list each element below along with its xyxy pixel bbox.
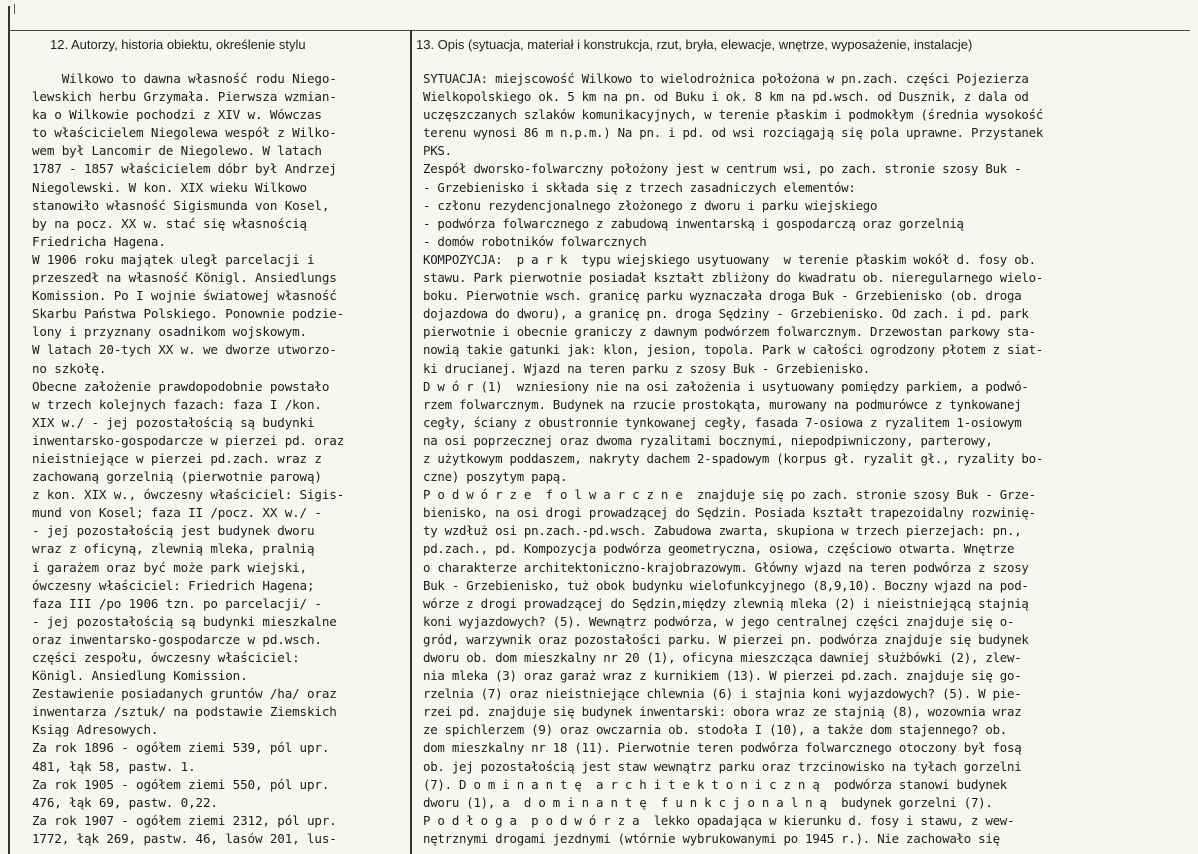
description-text-line: ze spichlerzem (9) oraz owczarnia ob. stodoła I (10), a także dom stajennego? ob. [423,722,1007,738]
description-text-line: - członu rezydencjonalnego złożonego z dworu i parku wiejskiego [423,197,878,213]
description-text-line: o charakterze architektoniczno-krajobrazowym. Główny wjazd na teren podwórza z szosy [423,559,1029,575]
description-text-line: terenu wynosi 86 m n.p.m.) Na pn. i pd. od wsi rozciągają się pola uprawne. Przystanek [423,125,1044,141]
description-text-line: nia mleka (3) oraz garaż wraz z kurnikiem (13). W pierzei pd.zach. znajduje się go- [423,668,1022,684]
history-text-line: W 1906 roku majątek uległ parcelacji i [32,251,315,267]
history-text-line: 1787 - 1857 właścicielem dóbr był Andrzej [32,161,337,177]
history-text-line: części zespołu, ówczesny właściciel: [32,650,300,665]
description-text-line: ty wzdłuż osi pn.zach.-pd.wsch. Zabudowa zwarta, skupiona w trzech pierzejach: pn., [423,523,1022,539]
history-text-line: wraz z oficyną, zlewnią mleka, pralnią [32,541,315,557]
description-text-line: nętrznymi drogami jezdnymi (wtórnie wybrukowanymi po 1945 r.). Nie zachowało się [423,830,1000,846]
history-text-line: Königl. Ansiedlung Komission. [32,668,248,684]
description-text-line: (7). D o m i n a n t ę a r c h i t e k t o n i c z n ą podwórza stanowi budynek [423,776,1007,792]
description-text-line: czne) poszytym papą. [423,469,568,485]
description-text-line: P o d ł o g a p o d w ó r z a lekko opadająca w kierunku d. fosy i stawu, z wew- [423,812,1015,828]
description-text-line: P o d w ó r z e f o l w a r c z n e znajduje się po zach. stronie szosy Buk - Grze- [423,487,1036,503]
history-text-line: i garażem oraz być może park wiejski, [32,559,307,575]
history-text-line: wem był Lancomir de Niegolewo. W latach [32,143,322,159]
description-text-line: - domów robotników folwarcznych [423,233,647,249]
history-text-line: no szkołę. [32,360,107,376]
description-text-line: bienisko, na osi drogi prowadzącej do Sędzin. Posiada kształt trapezoidalny rozwinię- [423,505,1036,521]
history-text-line: ka o Wilkowie pochodzi z XIV w. Wówczas [32,107,322,123]
history-text-line: stanowiło własność Sigismunda von Kosel, [32,197,330,213]
description-text-line: SYTUACJA: miejscowość Wilkowo to wielodrożnica położona w pn.zach. części Pojezierza [423,71,1029,86]
history-text-line: XIX w./ - jej pozostałością są budynki [32,414,315,430]
description-text-line: D w ó r (1) wzniesiony nie na osi założenia i usytuowany pomiędzy parkiem, a podwó- [423,378,1029,394]
description-text-line: gród, warzywnik oraz pozostałości parku. W pierzei pn. podwórza znajduje się budynek [423,631,1029,647]
history-text-line: to właścicielem Niegolewa wespół z Wilko- [32,125,337,141]
history-text-line: mund von Kosel; faza II /pocz. XX w./ - [32,505,322,521]
history-text-line: Komission. Po I wojnie światowej własność [32,288,337,304]
section-13-heading: 13. Opis (sytuacja, materiał i konstrukcja, rzut, bryła, elewacje, wnętrze, wyposażenie, instalacje) [416,37,973,52]
description-text-line: Zespół dworsko-folwarczny położony jest w centrum wsi, po zach. stronie szosy Buk - [423,161,1022,177]
history-text-line: Ksiąg Adresowych. [32,722,159,738]
history-text-line: Wilkowo to dawna własność rodu Niego- [32,71,337,86]
history-text-line: Friedricha Hagena. [32,233,166,249]
history-column [32,70,404,848]
history-text-line: Zestawienie posiadanych gruntów /ha/ oraz [32,686,337,702]
description-text-line: pd.zach., pd. Kompozycja podwórza geometryczna, osiowa, częściowo otwarta. Wnętrze [423,541,1015,557]
history-text-line: - jej pozostałością jest budynek dworu [32,523,315,539]
history-text-line: Skarbu Państwa Polskiego. Ponownie podzie- [32,306,345,322]
history-text-line: by na pocz. XX w. stać się własnością [32,215,307,231]
description-text-line: rzelnia (7) oraz nieistniejące chlewnia (6) i stajnia koni wyjazdowych? (5). W pie- [423,686,1022,702]
history-text-line: w trzech kolejnych fazach: faza I /kon. [32,396,322,412]
description-text-line: cegły, ściany z obustronnie tynkowanej cegły, fasada 7-osiowa z ryzalitem 1-osiowym [423,414,1022,430]
history-text-line: faza III /po 1906 tzn. po parcelacji/ - [32,595,322,611]
history-text-line: Obecne założenie prawdopodobnie powstało [32,378,330,394]
history-text-line: lony i przyznany osadnikom wojskowym. [32,324,307,340]
history-text-line: inwentarza /sztuk/ na podstawie Ziemskich [32,704,337,720]
history-text-line: Za rok 1907 - ogółem ziemi 2312, pól upr. [32,812,337,828]
history-text-line: Niegolewski. W kon. XIX wieku Wilkowo [32,179,307,195]
description-text-line: dom mieszkalny nr 18 (11). Pierwotnie teren podwórza folwarcznego otoczony był fosą [423,740,1022,756]
description-text-line: - podwórza folwarcznego z zabudową inwentarską i gospodarczą oraz gorzelnią [423,215,964,231]
page-top-rule [8,30,1190,31]
section-12-heading: 12. Autorzy, historia obiektu, określenie stylu [50,37,306,52]
history-text-line: przeszedł na własność Königl. Ansiedlungs [32,270,337,286]
description-text-line: PKS. [423,143,452,159]
description-text-line: koni wyjazdowych? (5). Wewnątrz podwórza, w jego centralnej części znajduje się o- [423,613,1015,629]
history-text-line: - jej pozostałością są budynki mieszkalne [32,613,337,629]
description-text-line: Wielkopolskiego ok. 5 km na pn. od Buku i ok. 8 km na pd.wsch. od Dusznik, z dala od [423,89,1029,105]
description-text-line: boku. Pierwotnie wsch. granicę parku wyznaczała droga Buk - Grzebienisko (ob. droga [423,288,1022,304]
history-text-line: inwentarsko-gospodarcze w pierzei pd. oraz [32,432,345,448]
history-text-line: oraz inwentarsko-gospodarcze w pd.wsch. [32,631,322,647]
description-text-line: dworu (1), a d o m i n a n t ę f u n k c j o n a l n ą budynek gorzelni (7). [423,794,993,810]
description-text-line: stawu. Park pierwotnie posiadał kształt zbliżony do kwadratu ob. nieregularnego wielo- [423,270,1044,286]
description-text-line: wórze z drogi prowadzącej do Sędzin,między zlewnią mleka (2) i nieistniejącą stajnią [423,595,1029,611]
history-text-line: W latach 20-tych XX w. we dworze utworzo- [32,342,337,358]
description-text-line: Buk - Grzebienisko, tuż obok budynku wielofunkcyjnego (8,9,10). Boczny wjazd na pod- [423,577,1029,593]
description-text-line: uczęszczanych szlaków komunikacyjnych, w terenie płaskim i podmokłym (średnia wysokość [423,107,1044,123]
history-text-line: Za rok 1896 - ogółem ziemi 539, pól upr. [32,740,330,756]
description-text-line: ob. jej pozostałością jest staw wewnątrz parku oraz trzcinowisko na tyłach gorzelni [423,758,1022,774]
history-text-line: zachowaną gorzelnią (pierwotnie parową) [32,469,322,485]
history-text-line: 481, łąk 58, pastw. 1. [32,758,196,774]
description-text-line: rzem folwarcznym. Budynek na rzucie prostokąta, murowany na podmurówce z tynkowanej [423,396,1022,412]
description-column [423,70,1183,848]
corner-mark [14,4,21,14]
description-text-line: na osi poprzecznej oraz dwoma ryzalitami bocznymi, niepodpiwniczony, parterowy, [423,432,993,448]
history-text-line: Za rok 1905 - ogółem ziemi 550, pól upr. [32,776,330,792]
description-text-line: dojazdowa do dworu), a granicę pn. droga Sędziny - Grzebienisko. Od zach. i pd. park [423,306,1029,322]
description-text-line: pierwotnie i obecnie graniczy z dawnym podwórzem folwarcznym. Drzewostan parkowy sta- [423,324,1036,340]
description-text-line: - Grzebienisko i składa się z trzech zasadniczych elementów: [423,179,856,195]
history-text-line: 1772, łąk 269, pastw. 46, lasów 201, lus- [32,830,337,846]
description-text-line: dworu ob. dom mieszkalny nr 20 (1), oficyna mieszcząca dawniej służbówki (2), zlew- [423,650,1022,665]
history-text-line: 476, łąk 69, pastw. 0,22. [32,794,218,810]
description-text-line: ki drucianej. Wjazd na teren parku z szosy Buk - Grzebienisko. [423,360,871,376]
history-text-line: nieistniejące w pierzei pd.zach. wraz z [32,450,322,466]
description-text-line: nowią takie gatunki jak: klon, jesion, topola. Park w całości ogrodzony płotem z siat- [423,342,1044,358]
history-text-line: lewskich herbu Grzymała. Pierwsza wzmian- [32,89,337,105]
description-text-line: z użytkowym poddaszem, nakryty dachem 2-spadowym (korpus gł. ryzalit gł., ryzality bo- [423,450,1044,466]
page-left-border [8,6,10,854]
description-text-line: rzei pd. znajduje się budynek inwentarski: obora wraz ze stajnią (8), wozownia wraz [423,704,1022,720]
history-text-line: z kon. XIX w., ówczesny właściciel: Sigis- [32,487,345,503]
column-divider [410,30,412,854]
description-text-line: KOMPOZYCJA: p a r k typu wiejskiego usytuowany w terenie płaskim wokół d. fosy ob. [423,251,1036,267]
history-text-line: ówczesny właściciel: Friedrich Hagena; [32,577,315,593]
